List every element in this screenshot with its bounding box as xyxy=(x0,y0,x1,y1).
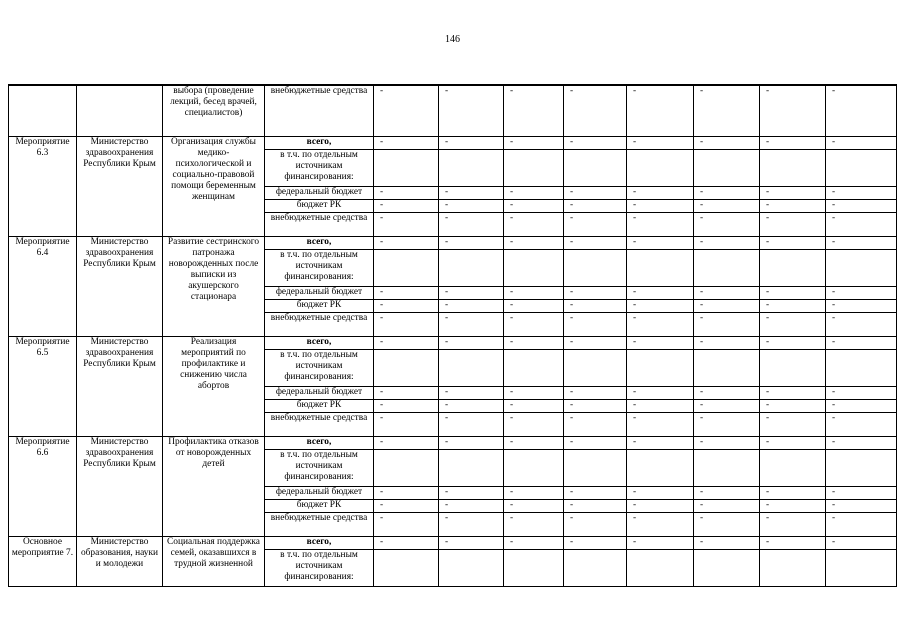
value-cell xyxy=(826,149,897,186)
value-cell xyxy=(504,549,564,586)
measure-2-row-1 xyxy=(9,236,897,249)
source-incl_sources: в т.ч. по отдельным источникам финансирования: xyxy=(265,449,374,486)
value-cell: - xyxy=(694,336,760,349)
value-cell xyxy=(374,149,439,186)
value-cell: - xyxy=(627,399,694,412)
measure-3-row-1 xyxy=(9,336,897,349)
value-cell: - xyxy=(826,199,897,212)
value-cell: - xyxy=(564,136,627,149)
value-cell xyxy=(826,249,897,286)
value-cell: - xyxy=(439,412,504,436)
value-cell: - xyxy=(760,412,826,436)
value-cell: - xyxy=(504,499,564,512)
source-total: всего, xyxy=(265,536,374,549)
value-cell: - xyxy=(374,486,439,499)
value-cell: - xyxy=(564,336,627,349)
value-cell xyxy=(760,549,826,586)
value-cell xyxy=(694,349,760,386)
value-cell: - xyxy=(826,286,897,299)
value-cell: - xyxy=(564,536,627,549)
value-cell xyxy=(627,349,694,386)
value-cell: - xyxy=(504,536,564,549)
measure-4-row-1 xyxy=(9,436,897,449)
value-cell: - xyxy=(564,312,627,336)
value-cell xyxy=(826,449,897,486)
value-cell: - xyxy=(760,499,826,512)
value-cell: - xyxy=(374,512,439,536)
last-row-1 xyxy=(9,536,897,549)
value-cell xyxy=(627,549,694,586)
value-cell: - xyxy=(439,336,504,349)
source-extra: внебюджетные средства xyxy=(265,212,374,236)
value-cell: - xyxy=(694,386,760,399)
value-cell: - xyxy=(564,512,627,536)
source-rk: бюджет РК xyxy=(265,199,374,212)
value-cell: - xyxy=(374,299,439,312)
value-cell: - xyxy=(439,186,504,199)
value-cell xyxy=(627,249,694,286)
value-cell: - xyxy=(694,236,760,249)
value-cell: - xyxy=(439,212,504,236)
value-cell: - xyxy=(564,499,627,512)
value-cell: - xyxy=(627,199,694,212)
value-cell: - xyxy=(627,236,694,249)
value-cell: - xyxy=(439,512,504,536)
value-cell: - xyxy=(439,399,504,412)
value-cell xyxy=(826,549,897,586)
value-cell: - xyxy=(564,299,627,312)
value-cell xyxy=(439,349,504,386)
value-cell: - xyxy=(760,386,826,399)
measure-cell xyxy=(9,85,77,136)
value-cell xyxy=(760,149,826,186)
description-cell: выбора (проведение лекций, бесед врачей, специалистов) xyxy=(163,85,265,136)
value-cell: - xyxy=(694,136,760,149)
measure-description: Реализация мероприятий по профилактике и снижению числа абортов xyxy=(163,336,265,436)
source-incl: в т.ч. по отдельным источникам финансирования: xyxy=(265,549,374,586)
value-cell: - xyxy=(627,212,694,236)
value-cell: - xyxy=(374,436,439,449)
value-cell: - xyxy=(374,199,439,212)
value-cell: - xyxy=(694,486,760,499)
value-cell: - xyxy=(627,436,694,449)
value-cell: - xyxy=(826,85,897,136)
value-cell: - xyxy=(627,286,694,299)
value-cell: - xyxy=(627,136,694,149)
value-cell: - xyxy=(694,286,760,299)
value-cell: - xyxy=(439,536,504,549)
source-total: всего, xyxy=(265,336,374,349)
value-cell: - xyxy=(826,299,897,312)
value-cell: - xyxy=(826,312,897,336)
value-cell: - xyxy=(564,186,627,199)
value-cell: - xyxy=(374,412,439,436)
value-cell xyxy=(504,149,564,186)
value-cell: - xyxy=(760,85,826,136)
value-cell xyxy=(760,349,826,386)
value-cell: - xyxy=(374,136,439,149)
value-cell: - xyxy=(760,299,826,312)
value-cell xyxy=(439,249,504,286)
value-cell xyxy=(439,449,504,486)
value-cell: - xyxy=(760,536,826,549)
measure-1-row-1 xyxy=(9,136,897,149)
value-cell: - xyxy=(439,199,504,212)
value-cell: - xyxy=(564,399,627,412)
value-cell: - xyxy=(439,386,504,399)
value-cell: - xyxy=(694,186,760,199)
value-cell: - xyxy=(564,486,627,499)
value-cell: - xyxy=(374,336,439,349)
value-cell: - xyxy=(760,286,826,299)
source-rk: бюджет РК xyxy=(265,399,374,412)
source-federal: федеральный бюджет xyxy=(265,286,374,299)
value-cell: - xyxy=(439,499,504,512)
value-cell xyxy=(504,349,564,386)
value-cell: - xyxy=(439,286,504,299)
value-cell: - xyxy=(694,212,760,236)
value-cell: - xyxy=(760,199,826,212)
value-cell: - xyxy=(374,399,439,412)
value-cell: - xyxy=(374,212,439,236)
value-cell xyxy=(826,349,897,386)
value-cell xyxy=(694,149,760,186)
source-rk: бюджет РК xyxy=(265,499,374,512)
measure-name: Мероприятие 6.5 xyxy=(9,336,77,436)
executor-name: Министерство образования, науки и молодежи xyxy=(77,536,163,586)
value-cell xyxy=(439,549,504,586)
executor-name: Министерство здравоохранения Республики Крым xyxy=(77,136,163,236)
value-cell xyxy=(627,449,694,486)
value-cell: - xyxy=(504,512,564,536)
value-cell: - xyxy=(826,336,897,349)
value-cell: - xyxy=(760,512,826,536)
value-cell: - xyxy=(760,486,826,499)
value-cell: - xyxy=(694,199,760,212)
value-cell: - xyxy=(694,536,760,549)
value-cell: - xyxy=(694,399,760,412)
value-cell: - xyxy=(826,212,897,236)
value-cell: - xyxy=(504,286,564,299)
value-cell: - xyxy=(694,512,760,536)
budget-table-container xyxy=(8,84,896,587)
value-cell xyxy=(564,349,627,386)
value-cell: - xyxy=(374,499,439,512)
source-federal: федеральный бюджет xyxy=(265,186,374,199)
source-cell: внебюджетные средства xyxy=(265,85,374,136)
executor-name: Министерство здравоохранения Республики Крым xyxy=(77,236,163,336)
executor-name: Министерство здравоохранения Республики Крым xyxy=(77,436,163,536)
value-cell: - xyxy=(504,312,564,336)
value-cell: - xyxy=(760,436,826,449)
value-cell: - xyxy=(627,312,694,336)
source-extra: внебюджетные средства xyxy=(265,412,374,436)
continuation-row xyxy=(9,85,897,136)
value-cell: - xyxy=(504,136,564,149)
value-cell: - xyxy=(627,186,694,199)
measure-description: Профилактика отказов от новорожденных детей xyxy=(163,436,265,536)
value-cell: - xyxy=(627,386,694,399)
value-cell: - xyxy=(439,436,504,449)
value-cell xyxy=(374,349,439,386)
value-cell: - xyxy=(694,499,760,512)
value-cell xyxy=(374,549,439,586)
value-cell xyxy=(760,249,826,286)
value-cell: - xyxy=(504,199,564,212)
value-cell: - xyxy=(826,186,897,199)
source-rk: бюджет РК xyxy=(265,299,374,312)
value-cell: - xyxy=(694,412,760,436)
value-cell xyxy=(439,149,504,186)
value-cell: - xyxy=(694,299,760,312)
page-number: 146 xyxy=(445,34,460,45)
value-cell: - xyxy=(504,236,564,249)
value-cell: - xyxy=(504,486,564,499)
value-cell xyxy=(564,449,627,486)
value-cell: - xyxy=(564,436,627,449)
measure-name: Основное мероприятие 7. xyxy=(9,536,77,586)
measure-name: Мероприятие 6.3 xyxy=(9,136,77,236)
value-cell: - xyxy=(760,312,826,336)
source-incl_sources: в т.ч. по отдельным источникам финансирования: xyxy=(265,349,374,386)
value-cell: - xyxy=(374,186,439,199)
measure-description: Организация службы медико-психологической и социально-правовой помощи беременным женщинам xyxy=(163,136,265,236)
value-cell: - xyxy=(564,236,627,249)
value-cell: - xyxy=(760,136,826,149)
value-cell xyxy=(504,249,564,286)
value-cell xyxy=(564,549,627,586)
source-incl_sources: в т.ч. по отдельным источникам финансирования: xyxy=(265,149,374,186)
value-cell: - xyxy=(374,312,439,336)
value-cell xyxy=(627,149,694,186)
value-cell: - xyxy=(826,486,897,499)
measure-name: Мероприятие 6.6 xyxy=(9,436,77,536)
value-cell: - xyxy=(760,399,826,412)
value-cell: - xyxy=(826,136,897,149)
source-total: всего, xyxy=(265,436,374,449)
value-cell: - xyxy=(564,85,627,136)
value-cell: - xyxy=(504,386,564,399)
value-cell: - xyxy=(504,85,564,136)
value-cell xyxy=(760,449,826,486)
source-extra: внебюджетные средства xyxy=(265,512,374,536)
value-cell xyxy=(564,249,627,286)
value-cell: - xyxy=(627,336,694,349)
value-cell: - xyxy=(826,512,897,536)
value-cell: - xyxy=(374,386,439,399)
value-cell: - xyxy=(439,486,504,499)
measure-description: Социальная поддержка семей, оказавшихся в трудной жизненной xyxy=(163,536,265,586)
value-cell: - xyxy=(694,436,760,449)
measure-name: Мероприятие 6.4 xyxy=(9,236,77,336)
value-cell: - xyxy=(627,412,694,436)
value-cell: - xyxy=(627,512,694,536)
value-cell: - xyxy=(760,236,826,249)
value-cell: - xyxy=(760,212,826,236)
executor-cell xyxy=(77,85,163,136)
value-cell: - xyxy=(374,236,439,249)
value-cell: - xyxy=(504,436,564,449)
value-cell: - xyxy=(504,412,564,436)
value-cell: - xyxy=(760,336,826,349)
value-cell: - xyxy=(627,499,694,512)
value-cell xyxy=(694,449,760,486)
value-cell: - xyxy=(826,536,897,549)
source-extra: внебюджетные средства xyxy=(265,312,374,336)
value-cell: - xyxy=(627,536,694,549)
source-federal: федеральный бюджет xyxy=(265,486,374,499)
value-cell: - xyxy=(826,412,897,436)
measure-description: Развитие сестринского патронажа новорожденных после выписки из акушерского стационара xyxy=(163,236,265,336)
value-cell: - xyxy=(627,85,694,136)
value-cell: - xyxy=(826,399,897,412)
value-cell: - xyxy=(564,286,627,299)
value-cell: - xyxy=(564,199,627,212)
value-cell: - xyxy=(504,399,564,412)
value-cell: - xyxy=(439,85,504,136)
value-cell: - xyxy=(564,212,627,236)
source-total: всего, xyxy=(265,236,374,249)
value-cell: - xyxy=(504,336,564,349)
value-cell: - xyxy=(564,412,627,436)
value-cell: - xyxy=(826,499,897,512)
value-cell xyxy=(504,449,564,486)
budget-table xyxy=(8,84,897,587)
executor-name: Министерство здравоохранения Республики Крым xyxy=(77,336,163,436)
value-cell: - xyxy=(439,299,504,312)
value-cell: - xyxy=(564,386,627,399)
value-cell: - xyxy=(826,386,897,399)
value-cell xyxy=(374,449,439,486)
value-cell: - xyxy=(439,136,504,149)
value-cell: - xyxy=(439,312,504,336)
source-incl_sources: в т.ч. по отдельным источникам финансирования: xyxy=(265,249,374,286)
value-cell: - xyxy=(627,486,694,499)
value-cell: - xyxy=(504,299,564,312)
value-cell: - xyxy=(504,212,564,236)
value-cell: - xyxy=(374,536,439,549)
value-cell: - xyxy=(374,286,439,299)
value-cell: - xyxy=(826,236,897,249)
value-cell xyxy=(374,249,439,286)
value-cell xyxy=(694,549,760,586)
value-cell: - xyxy=(760,186,826,199)
value-cell xyxy=(694,249,760,286)
value-cell xyxy=(564,149,627,186)
source-total: всего, xyxy=(265,136,374,149)
value-cell: - xyxy=(439,236,504,249)
value-cell: - xyxy=(504,186,564,199)
value-cell: - xyxy=(694,312,760,336)
value-cell: - xyxy=(627,299,694,312)
value-cell: - xyxy=(826,436,897,449)
value-cell: - xyxy=(694,85,760,136)
value-cell: - xyxy=(374,85,439,136)
source-federal: федеральный бюджет xyxy=(265,386,374,399)
